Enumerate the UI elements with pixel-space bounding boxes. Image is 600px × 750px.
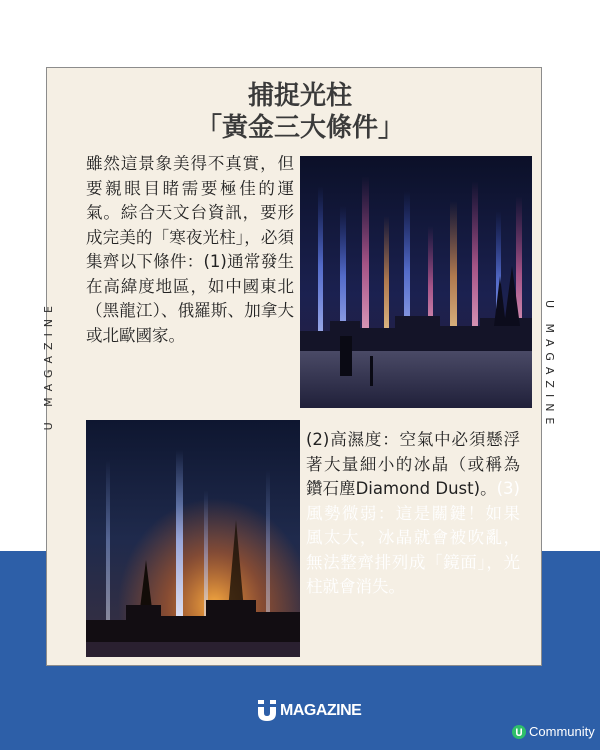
light-pillars-photo-bottom-art xyxy=(86,420,300,657)
paragraph-right-part2: (3) 風勢微弱：這是關鍵！如果風太大，冰晶就會被吹亂，無法整齊排列成「鏡面」，光柱就會消失。 xyxy=(306,479,520,596)
light-pillars-photo-top xyxy=(300,156,532,408)
side-label-left: U MAGAZINE xyxy=(42,300,55,431)
u-magazine-logo-text: MAGAZINE xyxy=(280,702,362,719)
paragraph-right-part1: (2)高濕度：空氣中必須懸浮著大量細小的冰晶（或稱為鑽石塵Diamond Dust)。 xyxy=(306,430,520,498)
paragraph-right xyxy=(306,428,520,600)
title-line-2: 「黃金三大條件」 xyxy=(195,113,404,143)
u-community-logo xyxy=(512,724,595,739)
u-community-logo-text: Community xyxy=(529,724,595,739)
page-title xyxy=(0,80,600,144)
u-community-logo-icon xyxy=(512,725,526,739)
side-label-right: U MAGAZINE xyxy=(543,300,556,431)
u-magazine-logo xyxy=(256,699,361,723)
title-line-1: 捕捉光柱 xyxy=(247,81,352,111)
light-pillars-photo-top-art xyxy=(300,156,532,408)
paragraph-left: 雖然這景象美得不真實，但要親眼目睹需要極佳的運氣。綜合天文台資訊，要形成完美的「寒夜光柱」，必須集齊以下條件：(1)通常發生在高緯度地區，如中國東北（黑龍江）、俄羅斯、加拿大或北歐國家。 xyxy=(86,154,294,345)
u-magazine-logo-icon xyxy=(256,699,278,723)
light-pillars-photo-bottom xyxy=(86,420,300,657)
